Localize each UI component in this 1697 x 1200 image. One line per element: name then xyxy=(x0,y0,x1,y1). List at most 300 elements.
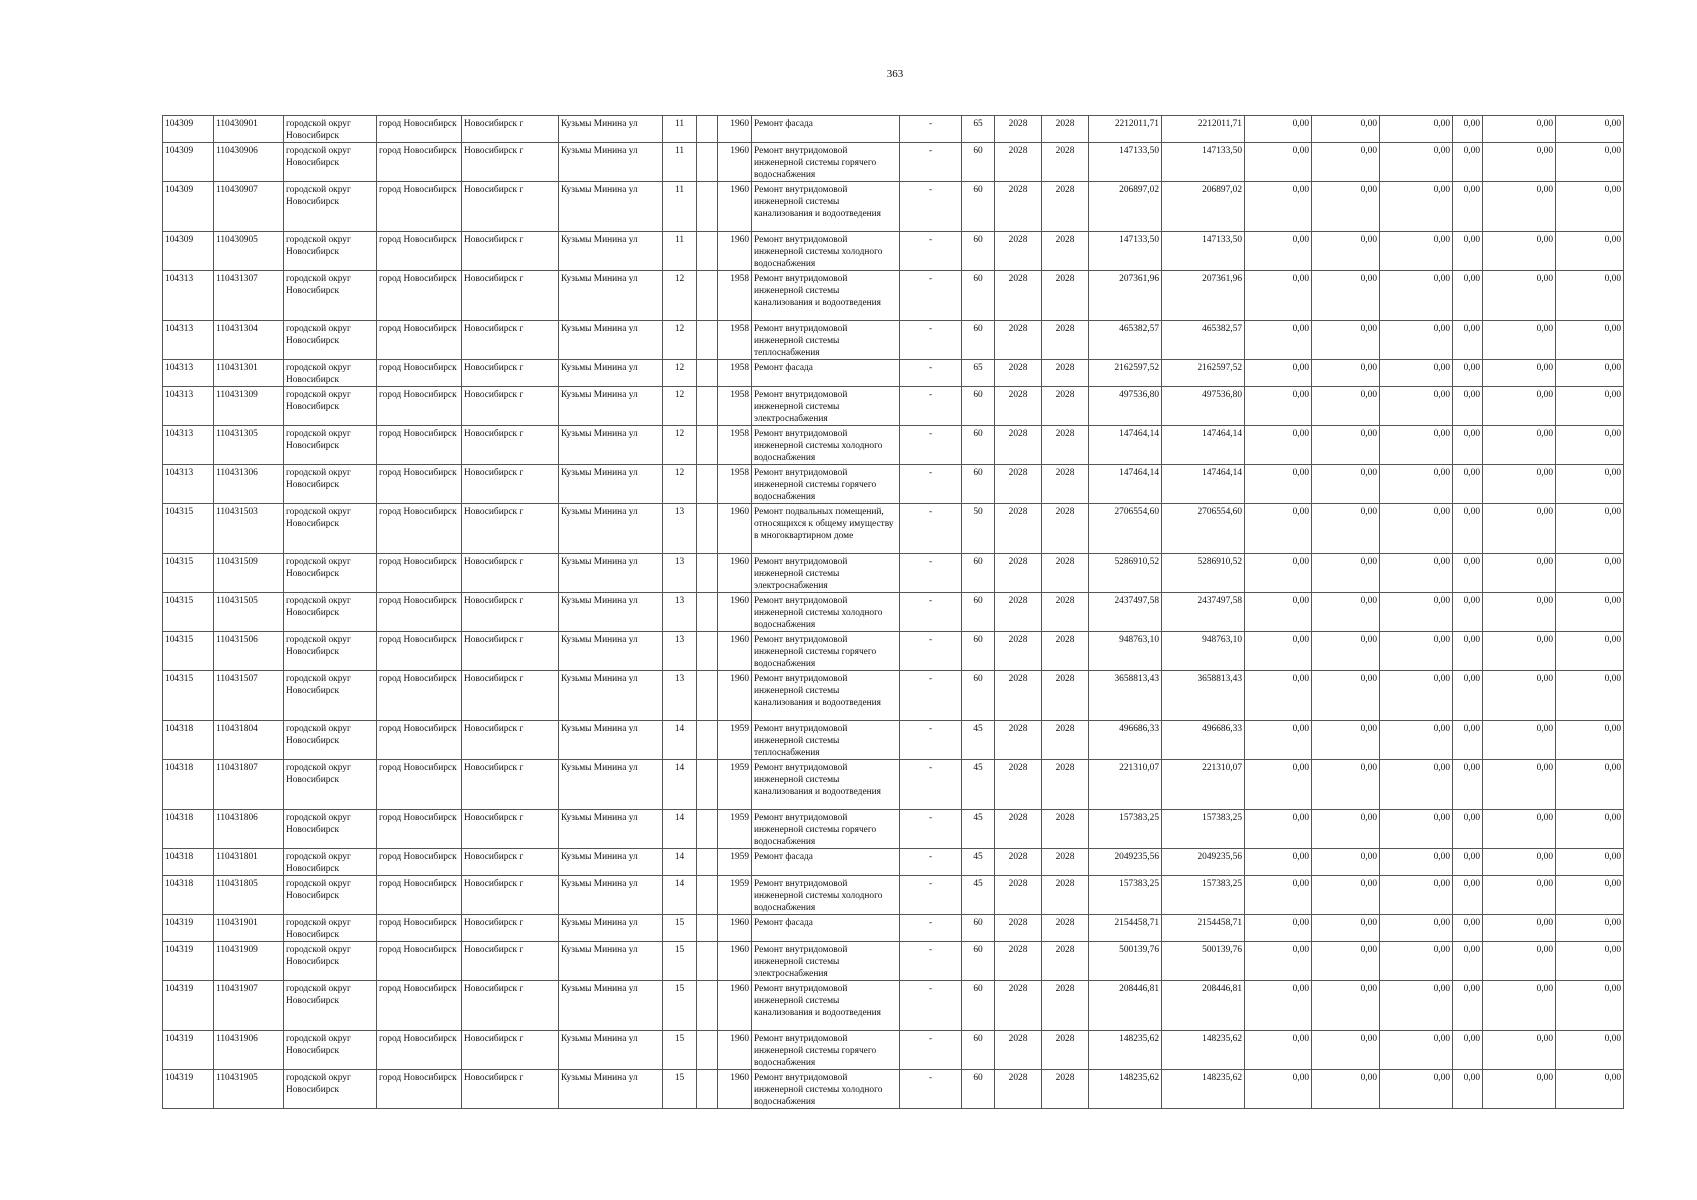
cell-city: Новосибирск г xyxy=(462,942,559,981)
cell-cost-federal: 0,00 xyxy=(1245,554,1312,593)
cell-cost-other: 0,00 xyxy=(1453,632,1483,671)
cell-cost-fund: 206897,02 xyxy=(1162,182,1245,232)
cell-work-id: 110430901 xyxy=(214,116,284,143)
cell-build-year: 1959 xyxy=(718,721,752,760)
cell-cost-owners: 0,00 xyxy=(1483,760,1556,810)
cell-cost-federal: 0,00 xyxy=(1245,671,1312,721)
cell-city: Новосибирск г xyxy=(462,721,559,760)
cell-building xyxy=(697,760,718,810)
cell-plan-year-end: 2028 xyxy=(1042,760,1089,810)
cell-house-number: 13 xyxy=(663,504,697,554)
cell-work-type: Ремонт внутридомовой инженерной системы электроснабжения xyxy=(752,942,900,981)
cell-cost-extra: 0,00 xyxy=(1556,554,1624,593)
cell-city: Новосибирск г xyxy=(462,915,559,942)
cell-cost-total: 207361,96 xyxy=(1089,271,1162,321)
cell-work-type: Ремонт внутридомовой инженерной системы горячего водоснабжения xyxy=(752,143,900,182)
cell-cost-local: 0,00 xyxy=(1380,593,1453,632)
cell-cost-federal: 0,00 xyxy=(1245,143,1312,182)
cell-cost-fund: 157383,25 xyxy=(1162,876,1245,915)
cell-cost-extra: 0,00 xyxy=(1556,849,1624,876)
cell-cost-regional: 0,00 xyxy=(1312,387,1380,426)
cell-wear-percent: 60 xyxy=(962,554,995,593)
cell-building xyxy=(697,426,718,465)
cell-cost-fund: 465382,57 xyxy=(1162,321,1245,360)
cell-house-number: 13 xyxy=(663,593,697,632)
cell-street: Кузьмы Минина ул xyxy=(559,593,663,632)
cell-build-year: 1960 xyxy=(718,671,752,721)
cell-cost-total: 208446,81 xyxy=(1089,981,1162,1031)
cell-cost-other: 0,00 xyxy=(1453,671,1483,721)
cell-building xyxy=(697,387,718,426)
cell-cost-local: 0,00 xyxy=(1380,504,1453,554)
cell-cost-extra: 0,00 xyxy=(1556,182,1624,232)
cell-cost-other: 0,00 xyxy=(1453,321,1483,360)
cell-building xyxy=(697,876,718,915)
cell-street: Кузьмы Минина ул xyxy=(559,876,663,915)
cell-cost-owners: 0,00 xyxy=(1483,876,1556,915)
cell-cost-fund: 497536,80 xyxy=(1162,387,1245,426)
cell-cost-federal: 0,00 xyxy=(1245,426,1312,465)
cell-settlement: город Новосибирск xyxy=(377,593,462,632)
cell-municipal-district: городской округ Новосибирск xyxy=(284,876,377,915)
cell-cost-other: 0,00 xyxy=(1453,760,1483,810)
cell-cost-owners: 0,00 xyxy=(1483,721,1556,760)
cell-wear-percent: 45 xyxy=(962,760,995,810)
cell-cost-local: 0,00 xyxy=(1380,387,1453,426)
cell-unit: - xyxy=(900,632,962,671)
cell-house-number: 13 xyxy=(663,671,697,721)
cell-house-id: 104315 xyxy=(163,504,214,554)
cell-cost-total: 147133,50 xyxy=(1089,232,1162,271)
cell-plan-year-start: 2028 xyxy=(995,981,1042,1031)
cell-municipal-district: городской округ Новосибирск xyxy=(284,554,377,593)
cell-cost-regional: 0,00 xyxy=(1312,321,1380,360)
cell-house-number: 11 xyxy=(663,182,697,232)
cell-cost-total: 148235,62 xyxy=(1089,1070,1162,1109)
cell-cost-owners: 0,00 xyxy=(1483,554,1556,593)
cell-build-year: 1960 xyxy=(718,143,752,182)
cell-work-type: Ремонт внутридомовой инженерной системы холодного водоснабжения xyxy=(752,593,900,632)
cell-plan-year-start: 2028 xyxy=(995,810,1042,849)
table-row xyxy=(163,554,1624,593)
cell-building xyxy=(697,1070,718,1109)
cell-cost-other: 0,00 xyxy=(1453,876,1483,915)
cell-settlement: город Новосибирск xyxy=(377,942,462,981)
cell-building xyxy=(697,810,718,849)
cell-municipal-district: городской округ Новосибирск xyxy=(284,426,377,465)
cell-plan-year-start: 2028 xyxy=(995,942,1042,981)
cell-municipal-district: городской округ Новосибирск xyxy=(284,360,377,387)
cell-house-id: 104309 xyxy=(163,116,214,143)
cell-settlement: город Новосибирск xyxy=(377,981,462,1031)
cell-unit: - xyxy=(900,116,962,143)
cell-cost-local: 0,00 xyxy=(1380,671,1453,721)
cell-building xyxy=(697,632,718,671)
cell-settlement: город Новосибирск xyxy=(377,271,462,321)
cell-house-id: 104309 xyxy=(163,182,214,232)
cell-settlement: город Новосибирск xyxy=(377,321,462,360)
table-row xyxy=(163,760,1624,810)
table-row xyxy=(163,143,1624,182)
cell-cost-fund: 147464,14 xyxy=(1162,426,1245,465)
cell-plan-year-end: 2028 xyxy=(1042,810,1089,849)
cell-house-id: 104319 xyxy=(163,981,214,1031)
cell-street: Кузьмы Минина ул xyxy=(559,721,663,760)
cell-cost-local: 0,00 xyxy=(1380,232,1453,271)
cell-house-number: 15 xyxy=(663,981,697,1031)
cell-building xyxy=(697,671,718,721)
cell-wear-percent: 60 xyxy=(962,915,995,942)
cell-street: Кузьмы Минина ул xyxy=(559,387,663,426)
cell-cost-total: 948763,10 xyxy=(1089,632,1162,671)
cell-building xyxy=(697,321,718,360)
cell-cost-fund: 496686,33 xyxy=(1162,721,1245,760)
cell-street: Кузьмы Минина ул xyxy=(559,465,663,504)
table-row xyxy=(163,876,1624,915)
table-row xyxy=(163,721,1624,760)
cell-plan-year-start: 2028 xyxy=(995,876,1042,915)
repair-schedule-table xyxy=(162,115,1624,1109)
cell-building xyxy=(697,271,718,321)
table-row xyxy=(163,387,1624,426)
cell-municipal-district: городской округ Новосибирск xyxy=(284,671,377,721)
table-row xyxy=(163,271,1624,321)
cell-municipal-district: городской округ Новосибирск xyxy=(284,981,377,1031)
cell-build-year: 1960 xyxy=(718,116,752,143)
cell-cost-federal: 0,00 xyxy=(1245,465,1312,504)
cell-city: Новосибирск г xyxy=(462,760,559,810)
cell-street: Кузьмы Минина ул xyxy=(559,849,663,876)
cell-work-type: Ремонт внутридомовой инженерной системы горячего водоснабжения xyxy=(752,810,900,849)
cell-cost-federal: 0,00 xyxy=(1245,232,1312,271)
cell-house-number: 15 xyxy=(663,942,697,981)
cell-settlement: город Новосибирск xyxy=(377,387,462,426)
cell-cost-extra: 0,00 xyxy=(1556,465,1624,504)
cell-plan-year-start: 2028 xyxy=(995,671,1042,721)
cell-wear-percent: 60 xyxy=(962,671,995,721)
cell-street: Кузьмы Минина ул xyxy=(559,632,663,671)
cell-cost-federal: 0,00 xyxy=(1245,632,1312,671)
cell-street: Кузьмы Минина ул xyxy=(559,182,663,232)
cell-wear-percent: 60 xyxy=(962,1070,995,1109)
cell-build-year: 1960 xyxy=(718,1031,752,1070)
cell-cost-other: 0,00 xyxy=(1453,554,1483,593)
cell-plan-year-start: 2028 xyxy=(995,387,1042,426)
cell-settlement: город Новосибирск xyxy=(377,1070,462,1109)
cell-street: Кузьмы Минина ул xyxy=(559,942,663,981)
cell-plan-year-start: 2028 xyxy=(995,1070,1042,1109)
cell-work-id: 110431509 xyxy=(214,554,284,593)
cell-house-number: 12 xyxy=(663,387,697,426)
cell-build-year: 1960 xyxy=(718,504,752,554)
cell-build-year: 1960 xyxy=(718,632,752,671)
cell-settlement: город Новосибирск xyxy=(377,426,462,465)
cell-plan-year-end: 2028 xyxy=(1042,876,1089,915)
cell-street: Кузьмы Минина ул xyxy=(559,143,663,182)
cell-wear-percent: 60 xyxy=(962,143,995,182)
cell-cost-local: 0,00 xyxy=(1380,426,1453,465)
page-number: 363 xyxy=(886,68,904,80)
cell-work-id: 110431306 xyxy=(214,465,284,504)
cell-cost-local: 0,00 xyxy=(1380,1031,1453,1070)
cell-work-id: 110431309 xyxy=(214,387,284,426)
cell-cost-fund: 948763,10 xyxy=(1162,632,1245,671)
cell-cost-extra: 0,00 xyxy=(1556,426,1624,465)
cell-cost-extra: 0,00 xyxy=(1556,1031,1624,1070)
cell-building xyxy=(697,721,718,760)
cell-cost-regional: 0,00 xyxy=(1312,554,1380,593)
cell-cost-extra: 0,00 xyxy=(1556,671,1624,721)
cell-building xyxy=(697,360,718,387)
cell-cost-regional: 0,00 xyxy=(1312,915,1380,942)
cell-cost-local: 0,00 xyxy=(1380,1070,1453,1109)
cell-cost-local: 0,00 xyxy=(1380,360,1453,387)
cell-unit: - xyxy=(900,554,962,593)
cell-street: Кузьмы Минина ул xyxy=(559,426,663,465)
cell-cost-federal: 0,00 xyxy=(1245,849,1312,876)
cell-building xyxy=(697,232,718,271)
cell-cost-other: 0,00 xyxy=(1453,504,1483,554)
cell-plan-year-end: 2028 xyxy=(1042,1070,1089,1109)
cell-street: Кузьмы Минина ул xyxy=(559,671,663,721)
cell-build-year: 1960 xyxy=(718,182,752,232)
cell-municipal-district: городской округ Новосибирск xyxy=(284,387,377,426)
cell-plan-year-end: 2028 xyxy=(1042,554,1089,593)
cell-unit: - xyxy=(900,360,962,387)
cell-work-type: Ремонт внутридомовой инженерной системы холодного водоснабжения xyxy=(752,876,900,915)
cell-cost-regional: 0,00 xyxy=(1312,426,1380,465)
cell-cost-extra: 0,00 xyxy=(1556,721,1624,760)
cell-city: Новосибирск г xyxy=(462,182,559,232)
cell-work-id: 110431909 xyxy=(214,942,284,981)
cell-cost-fund: 147133,50 xyxy=(1162,143,1245,182)
cell-unit: - xyxy=(900,760,962,810)
cell-municipal-district: городской округ Новосибирск xyxy=(284,271,377,321)
cell-work-id: 110431806 xyxy=(214,810,284,849)
cell-house-id: 104315 xyxy=(163,554,214,593)
cell-cost-federal: 0,00 xyxy=(1245,915,1312,942)
cell-wear-percent: 60 xyxy=(962,593,995,632)
cell-city: Новосибирск г xyxy=(462,116,559,143)
cell-cost-fund: 2154458,71 xyxy=(1162,915,1245,942)
cell-build-year: 1958 xyxy=(718,271,752,321)
cell-settlement: город Новосибирск xyxy=(377,760,462,810)
cell-plan-year-end: 2028 xyxy=(1042,504,1089,554)
cell-house-number: 11 xyxy=(663,116,697,143)
table-row xyxy=(163,915,1624,942)
cell-cost-regional: 0,00 xyxy=(1312,1070,1380,1109)
cell-cost-owners: 0,00 xyxy=(1483,360,1556,387)
cell-cost-federal: 0,00 xyxy=(1245,387,1312,426)
table-row xyxy=(163,593,1624,632)
cell-wear-percent: 60 xyxy=(962,981,995,1031)
cell-cost-extra: 0,00 xyxy=(1556,360,1624,387)
cell-plan-year-end: 2028 xyxy=(1042,721,1089,760)
cell-work-id: 110431905 xyxy=(214,1070,284,1109)
cell-work-id: 110431304 xyxy=(214,321,284,360)
cell-cost-fund: 2212011,71 xyxy=(1162,116,1245,143)
cell-settlement: город Новосибирск xyxy=(377,116,462,143)
cell-unit: - xyxy=(900,387,962,426)
cell-cost-owners: 0,00 xyxy=(1483,232,1556,271)
cell-cost-other: 0,00 xyxy=(1453,271,1483,321)
cell-work-id: 110431305 xyxy=(214,426,284,465)
cell-house-number: 14 xyxy=(663,849,697,876)
cell-cost-extra: 0,00 xyxy=(1556,387,1624,426)
cell-unit: - xyxy=(900,915,962,942)
cell-plan-year-start: 2028 xyxy=(995,232,1042,271)
cell-build-year: 1960 xyxy=(718,593,752,632)
cell-work-id: 110431906 xyxy=(214,1031,284,1070)
table-row xyxy=(163,116,1624,143)
cell-settlement: город Новосибирск xyxy=(377,1031,462,1070)
cell-cost-local: 0,00 xyxy=(1380,981,1453,1031)
cell-settlement: город Новосибирск xyxy=(377,504,462,554)
cell-cost-federal: 0,00 xyxy=(1245,942,1312,981)
table-row xyxy=(163,465,1624,504)
cell-street: Кузьмы Минина ул xyxy=(559,554,663,593)
cell-work-id: 110431505 xyxy=(214,593,284,632)
cell-plan-year-start: 2028 xyxy=(995,465,1042,504)
cell-cost-federal: 0,00 xyxy=(1245,760,1312,810)
cell-plan-year-end: 2028 xyxy=(1042,271,1089,321)
cell-house-id: 104309 xyxy=(163,143,214,182)
cell-build-year: 1958 xyxy=(718,387,752,426)
cell-cost-other: 0,00 xyxy=(1453,387,1483,426)
cell-plan-year-start: 2028 xyxy=(995,321,1042,360)
cell-cost-total: 157383,25 xyxy=(1089,810,1162,849)
cell-plan-year-start: 2028 xyxy=(995,554,1042,593)
cell-unit: - xyxy=(900,593,962,632)
cell-cost-other: 0,00 xyxy=(1453,426,1483,465)
cell-work-type: Ремонт внутридомовой инженерной системы канализования и водоотведения xyxy=(752,981,900,1031)
cell-plan-year-end: 2028 xyxy=(1042,426,1089,465)
cell-cost-local: 0,00 xyxy=(1380,810,1453,849)
cell-build-year: 1958 xyxy=(718,321,752,360)
cell-plan-year-end: 2028 xyxy=(1042,387,1089,426)
cell-street: Кузьмы Минина ул xyxy=(559,981,663,1031)
cell-cost-local: 0,00 xyxy=(1380,182,1453,232)
cell-plan-year-end: 2028 xyxy=(1042,671,1089,721)
cell-work-type: Ремонт внутридомовой инженерной системы канализования и водоотведения xyxy=(752,671,900,721)
cell-house-number: 12 xyxy=(663,271,697,321)
cell-cost-regional: 0,00 xyxy=(1312,849,1380,876)
cell-build-year: 1959 xyxy=(718,849,752,876)
cell-cost-owners: 0,00 xyxy=(1483,593,1556,632)
cell-work-id: 110431805 xyxy=(214,876,284,915)
cell-cost-owners: 0,00 xyxy=(1483,810,1556,849)
cell-street: Кузьмы Минина ул xyxy=(559,504,663,554)
cell-cost-owners: 0,00 xyxy=(1483,182,1556,232)
cell-wear-percent: 60 xyxy=(962,426,995,465)
cell-settlement: город Новосибирск xyxy=(377,465,462,504)
table-row xyxy=(163,942,1624,981)
cell-cost-extra: 0,00 xyxy=(1556,876,1624,915)
cell-cost-regional: 0,00 xyxy=(1312,465,1380,504)
cell-house-number: 12 xyxy=(663,426,697,465)
cell-wear-percent: 45 xyxy=(962,810,995,849)
cell-wear-percent: 60 xyxy=(962,321,995,360)
cell-build-year: 1960 xyxy=(718,1070,752,1109)
cell-unit: - xyxy=(900,143,962,182)
cell-cost-fund: 2049235,56 xyxy=(1162,849,1245,876)
cell-cost-regional: 0,00 xyxy=(1312,232,1380,271)
cell-cost-total: 206897,02 xyxy=(1089,182,1162,232)
cell-house-number: 13 xyxy=(663,554,697,593)
cell-city: Новосибирск г xyxy=(462,143,559,182)
cell-cost-federal: 0,00 xyxy=(1245,360,1312,387)
cell-city: Новосибирск г xyxy=(462,554,559,593)
cell-unit: - xyxy=(900,232,962,271)
cell-street: Кузьмы Минина ул xyxy=(559,915,663,942)
cell-plan-year-start: 2028 xyxy=(995,593,1042,632)
cell-building xyxy=(697,143,718,182)
cell-build-year: 1958 xyxy=(718,465,752,504)
cell-plan-year-start: 2028 xyxy=(995,360,1042,387)
cell-cost-federal: 0,00 xyxy=(1245,810,1312,849)
cell-cost-federal: 0,00 xyxy=(1245,504,1312,554)
cell-unit: - xyxy=(900,426,962,465)
cell-city: Новосибирск г xyxy=(462,632,559,671)
cell-building xyxy=(697,554,718,593)
cell-plan-year-start: 2028 xyxy=(995,760,1042,810)
cell-cost-local: 0,00 xyxy=(1380,143,1453,182)
cell-municipal-district: городской округ Новосибирск xyxy=(284,915,377,942)
cell-cost-federal: 0,00 xyxy=(1245,981,1312,1031)
cell-cost-fund: 221310,07 xyxy=(1162,760,1245,810)
cell-cost-regional: 0,00 xyxy=(1312,876,1380,915)
cell-unit: - xyxy=(900,876,962,915)
cell-work-id: 110430907 xyxy=(214,182,284,232)
cell-unit: - xyxy=(900,1070,962,1109)
table-row xyxy=(163,981,1624,1031)
cell-city: Новосибирск г xyxy=(462,321,559,360)
cell-settlement: город Новосибирск xyxy=(377,849,462,876)
cell-cost-federal: 0,00 xyxy=(1245,721,1312,760)
cell-cost-regional: 0,00 xyxy=(1312,504,1380,554)
cell-plan-year-end: 2028 xyxy=(1042,116,1089,143)
cell-cost-regional: 0,00 xyxy=(1312,182,1380,232)
cell-municipal-district: городской округ Новосибирск xyxy=(284,116,377,143)
cell-cost-extra: 0,00 xyxy=(1556,116,1624,143)
cell-municipal-district: городской округ Новосибирск xyxy=(284,760,377,810)
cell-city: Новосибирск г xyxy=(462,593,559,632)
cell-street: Кузьмы Минина ул xyxy=(559,760,663,810)
cell-cost-regional: 0,00 xyxy=(1312,760,1380,810)
cell-work-id: 110431307 xyxy=(214,271,284,321)
cell-plan-year-start: 2028 xyxy=(995,182,1042,232)
cell-plan-year-end: 2028 xyxy=(1042,360,1089,387)
cell-cost-other: 0,00 xyxy=(1453,849,1483,876)
cell-plan-year-start: 2028 xyxy=(995,721,1042,760)
cell-house-id: 104318 xyxy=(163,810,214,849)
cell-settlement: город Новосибирск xyxy=(377,876,462,915)
cell-cost-extra: 0,00 xyxy=(1556,504,1624,554)
cell-cost-local: 0,00 xyxy=(1380,554,1453,593)
cell-house-number: 15 xyxy=(663,915,697,942)
cell-cost-extra: 0,00 xyxy=(1556,1070,1624,1109)
cell-unit: - xyxy=(900,504,962,554)
cell-cost-fund: 157383,25 xyxy=(1162,810,1245,849)
cell-house-id: 104315 xyxy=(163,671,214,721)
cell-house-id: 104313 xyxy=(163,360,214,387)
cell-municipal-district: городской округ Новосибирск xyxy=(284,593,377,632)
cell-cost-fund: 5286910,52 xyxy=(1162,554,1245,593)
cell-cost-total: 5286910,52 xyxy=(1089,554,1162,593)
cell-plan-year-start: 2028 xyxy=(995,426,1042,465)
table-row xyxy=(163,1070,1624,1109)
cell-cost-local: 0,00 xyxy=(1380,465,1453,504)
